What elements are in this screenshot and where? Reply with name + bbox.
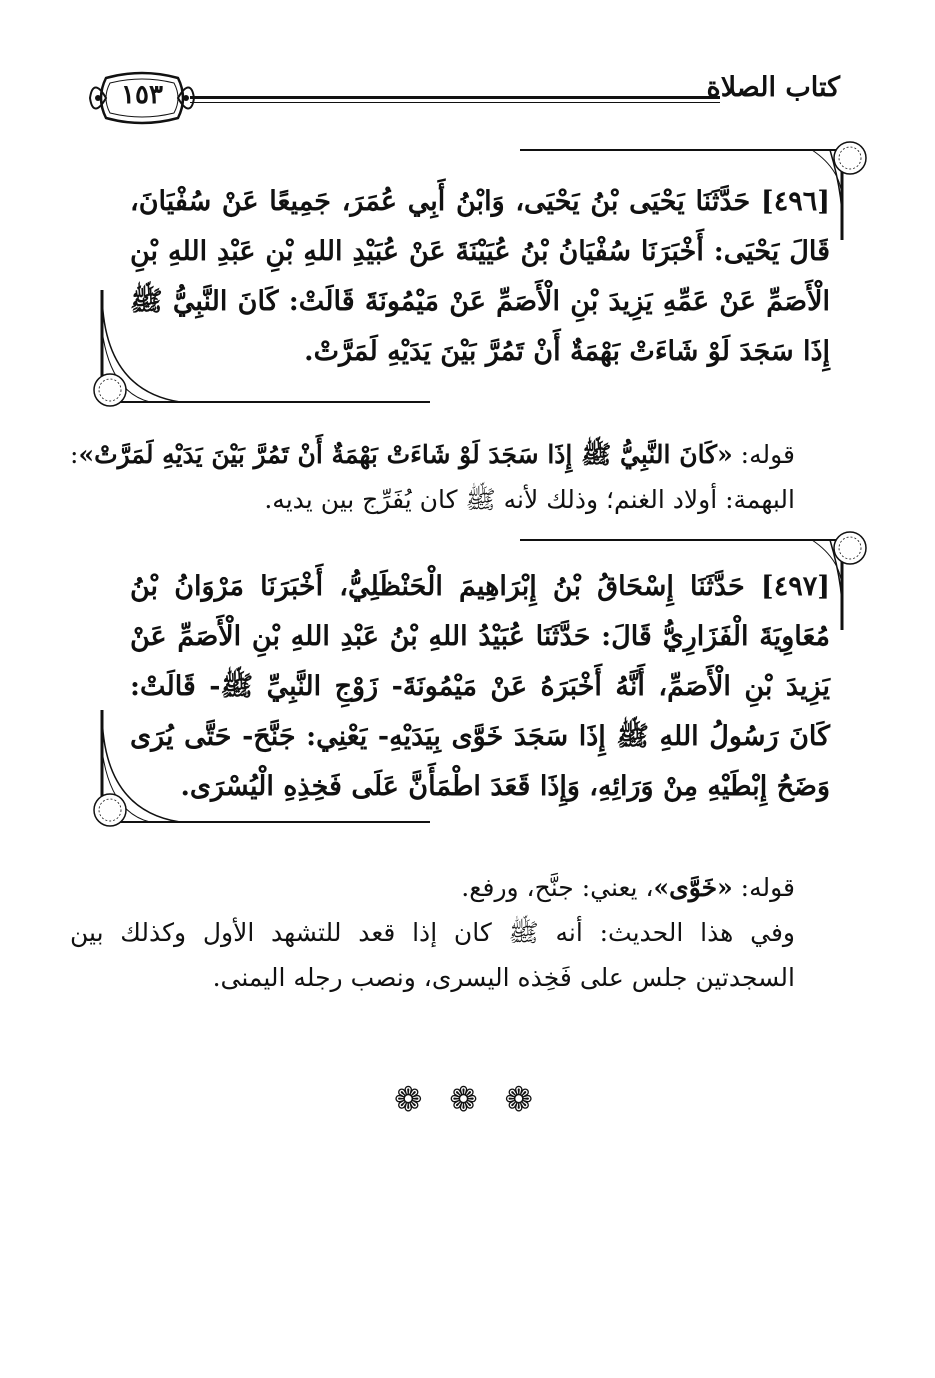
hadith-text-496 [130,177,830,377]
section-divider-ornaments: ❁ ❁ ❁ [393,1080,542,1120]
hadith-box-496 [90,140,870,420]
hadith-text-497 [130,562,830,812]
hadith-body: حَدَّثَنَا إِسْحَاقُ بْنُ إِبْرَاهِيمَ الْحَنْظَلِيُّ، أَخْبَرَنَا مَرْوَانُ بْنُ مُعَاوِيَةَ الْفَزَارِيُّ قَالَ: حَدَّثَنَا عُبَيْدُ اللهِ بْنُ عَبْدِ اللهِ بْنِ الْأَصَمِّ عَنْ يَزِيدَ بْنِ الْأَصَمِّ، أَنَّهُ أَخْبَرَهُ عَنْ مَيْمُونَةَ- زَوْجِ النَّبِيِّ ﷺ- قَالَتْ: كَانَ رَسُولُ اللهِ ﷺ إِذَا سَجَدَ خَوَّى بِيَدَيْهِ- يَعْنِي: جَنَّحَ- حَتَّى يُرَى وَضَحُ إِبْطَيْهِ مِنْ وَرَائِهِ، وَإِذَا قَعَدَ اطْمَأَنَّ عَلَى فَخِذِهِ الْيُسْرَى. [130,571,830,802]
running-title: كتاب الصلاة [706,72,840,103]
header-rule [190,96,720,103]
commentary-explanation: : البهمة: أولاد الغنم؛ وذلك لأنه ﷺ كان يُفَرِّج بين يديه. [70,440,795,514]
commentary-explanation: ، يعني: جنَّح، ورفع. [461,873,654,902]
commentary-prefix: قوله: [732,440,795,469]
commentary-497 [70,865,835,1000]
hadith-number: [٤٩٧] [760,571,830,602]
commentary-line-1 [70,865,835,910]
commentary-paragraph: وفي هذا الحديث: أنه ﷺ كان إذا قعد للتشهد الأول وكذلك بين السجدتين جلس على فَخِذه اليسرى، ونصب رجله اليمنى. [70,918,795,992]
commentary-quote: «كَانَ النَّبِيُّ ﷺ إِذَا سَجَدَ لَوْ شَاءَتْ بَهْمَةٌ أَنْ تَمُرَّ بَيْنَ يَدَيْهِ لَمَرَّتْ» [78,440,733,469]
commentary-496 [70,432,835,522]
hadith-box-497 [90,530,870,835]
hadith-number: [٤٩٦] [760,186,830,217]
commentary-quote: «خَوَّى» [653,873,733,902]
commentary-prefix: قوله: [732,873,795,902]
page-number: ١٥٣ [121,80,163,110]
hadith-body: حَدَّثَنَا يَحْيَى بْنُ يَحْيَى، وَابْنُ أَبِي عُمَرَ، جَمِيعًا عَنْ سُفْيَانَ، قَالَ يَحْيَى: أَخْبَرَنَا سُفْيَانُ بْنُ عُيَيْنَةَ عَنْ عُبَيْدِ اللهِ بْنِ عَبْدِ اللهِ بْنِ الْأَصَمِّ عَنْ عَمِّهِ يَزِيدَ بْنِ الْأَصَمِّ عَنْ مَيْمُونَةَ قَالَتْ: كَانَ النَّبِيُّ ﷺ إِذَا سَجَدَ لَوْ شَاءَتْ بَهْمَةٌ أَنْ تَمُرَّ بَيْنَ يَدَيْهِ لَمَرَّتْ. [130,186,830,367]
